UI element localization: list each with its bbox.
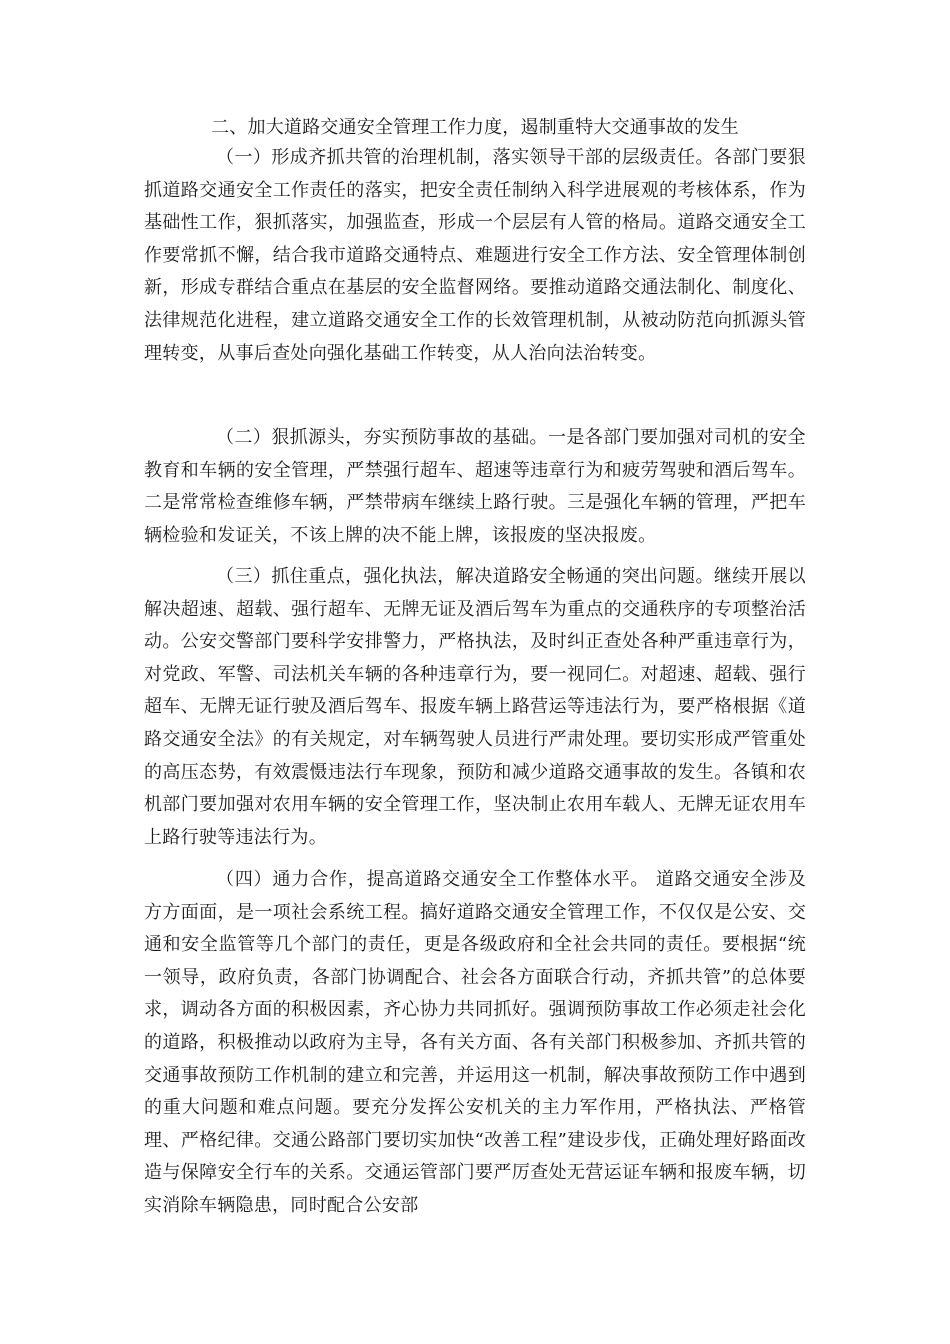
paragraph-1: （一）形成齐抓共管的治理机制，落实领导干部的层级责任。各部门要狠抓道路交通安全工作责任的落实，把安全责任制纳入科学进展观的考核体系，作为基础性工作，狠抓落实，加强监查，形成一个层层有人管的格局。道路交通安全工作要常抓不懈，结合我市道路交通特点、难题进行安全工作方法、安全管理体制创新，形成专群结合重点在基层的安全监督网络。要推动道路交通法制化、制度化、法律规范化进程，建立道路交通安全工作的长效管理机制，从被动防范向抓源头管理转变，从事后查处向强化基础工作转变，从人治向法治转变。 [144, 147, 806, 364]
paragraph-3: （三）抓住重点，强化执法，解决道路安全畅通的突出问题。继续开展以解决超速、超载、强行超车、无牌无证及酒后驾车为重点的交通秩序的专项整治活动。公安交警部门要科学安排警力，严格执法，及时纠正查处各种严重违章行为，对党政、军警、司法机关车辆的各种违章行为，要一视同仁。对超速、超载、强行超车、无牌无证行驶及酒后驾车、报废车辆上路营运等违法行为，要严格根据《道路交通安全法》的有关规定，对车辆驾驶人员进行严肃处理。要切实形成严管重处的高压态势，有效震慑违法行车现象，预防和减少道路交通事故的发生。各镇和农机部门要加强对农用车辆的安全管理工作，坚决制止农用车载人、无牌无证农用车上路行驶等违法行为。 [144, 566, 806, 848]
paragraph-2: （二）狠抓源头，夯实预防事故的基础。一是各部门要加强对司机的安全教育和车辆的安全管理，严禁强行超车、超速等违章行为和疲劳驾驶和酒后驾车。二是常常检查维修车辆，严禁带病车继续上路行驶。三是强化车辆的管理，严把车辆检验和发证关，不该上牌的决不能上牌，该报废的坚决报废。 [144, 427, 806, 546]
section-heading: 二、加大道路交通安全管理工作力度，遏制重特大交通事故的发生 [211, 117, 739, 138]
paragraph-4: （四）通力合作，提高道路交通安全工作整体水平。 道路交通安全涉及方方面面，是一项社会系统工程。搞好道路交通安全管理工作，不仅仅是公安、交通和安全监管等几个部门的责任，更是各级政府和全社会共同的责任。要根据“统一领导，政府负责，各部门协调配合、社会各方面联合行动，齐抓共管”的总体要求，调动各方面的积极因素，齐心协力共同抓好。强调预防事故工作必须走社会化的道路，积极推动以政府为主导，各有关方面、各有关部门积极参加、齐抓共管的交通事故预防工作机制的建立和完善，并运用这一机制，解决事故预防工作中遇到的重大问题和难点问题。要充分发挥公安机关的主力军作用，严格执法、严格管理、严格纪律。交通公路部门要切实加快“改善工程”建设步伐，正确处理好路面改造与保障安全行车的关系。交通运管部门要严厉查处无营运证车辆和报废车辆，切实消除车辆隐患，同时配合公安部 [144, 869, 806, 1216]
